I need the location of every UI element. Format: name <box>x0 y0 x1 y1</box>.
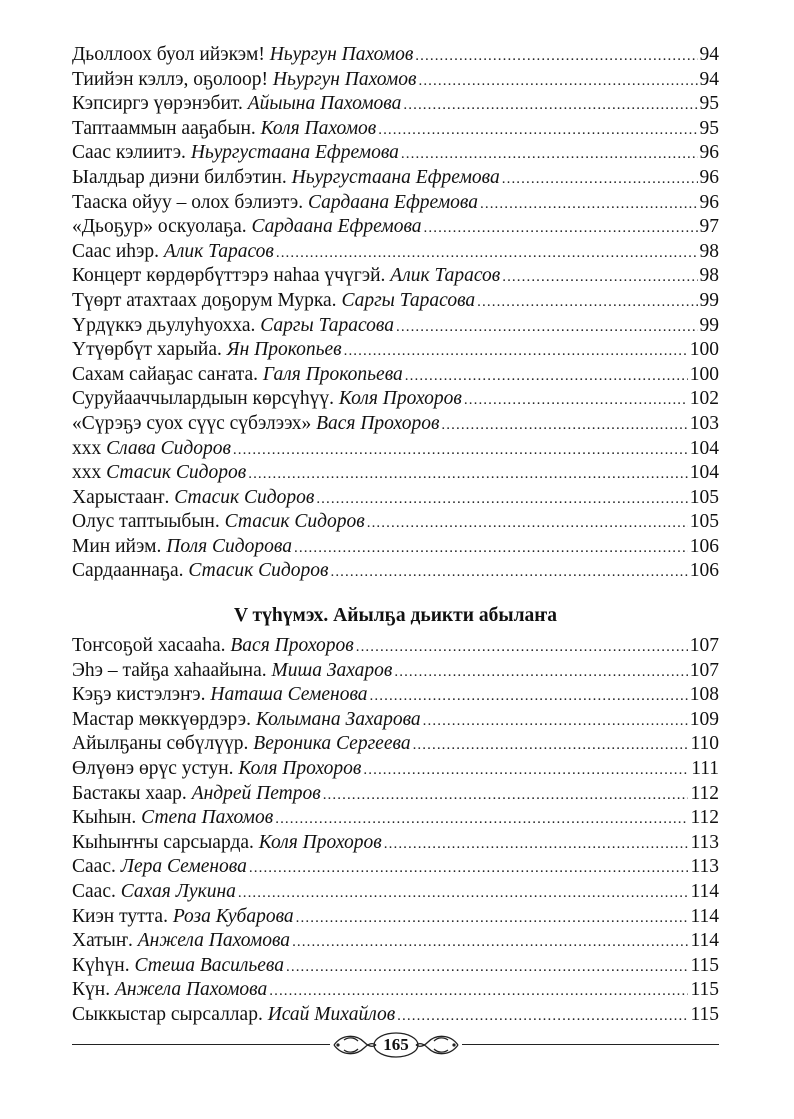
toc-entry-text <box>72 634 354 659</box>
page-number-ornament <box>330 1028 462 1062</box>
toc-entry-page: 105 <box>689 511 719 533</box>
toc-entry-page: 112 <box>690 782 719 804</box>
toc-entry-author: Ньургустаана Ефремова <box>190 142 399 164</box>
toc-entry-title: Өлүөнэ өрүс устун. <box>72 758 234 780</box>
toc-entry-title: Концерт көрдөрбүттэрэ наһаа үчүгэй. <box>72 265 386 287</box>
toc-entry-title: Бастакы хаар. <box>72 782 187 804</box>
dot-leader <box>275 807 688 832</box>
toc-entry-title: Саас. <box>72 856 116 878</box>
toc-entry <box>72 880 719 905</box>
toc-entry-author: Саргы Тарасова <box>260 314 395 336</box>
dot-leader <box>401 142 698 167</box>
toc-entry-text <box>72 510 365 535</box>
toc-entry <box>72 314 719 339</box>
toc-entry-text <box>72 314 394 339</box>
toc-entry <box>72 289 719 314</box>
toc-entry-page: 98 <box>699 265 719 287</box>
toc-entry-author: Алик Тарасов <box>163 240 274 262</box>
toc-entry-author: Вася Прохоров <box>230 635 354 657</box>
toc-list-part2 <box>72 634 719 1028</box>
toc-entry-page: 103 <box>689 412 719 434</box>
toc-entry-title: Үрдүккэ дьулуһуохха. <box>72 314 256 336</box>
toc-entry <box>72 831 719 856</box>
toc-entry-title: Эһэ – тайҕа хаһаайына. <box>72 659 267 681</box>
toc-entry <box>72 141 719 166</box>
toc-entry <box>72 1003 719 1028</box>
toc-entry-author: Коля Прохоров <box>338 388 462 410</box>
dot-leader <box>248 462 688 487</box>
toc-entry-text <box>72 535 292 560</box>
toc-entry-title: Кэпсиргэ үөрэнэбит. <box>72 93 243 115</box>
toc-entry-text <box>72 68 416 93</box>
toc-entry-page: 114 <box>690 881 719 902</box>
toc-entry-text <box>72 338 342 363</box>
toc-entry <box>72 535 719 560</box>
toc-entry <box>72 363 719 388</box>
dot-leader <box>397 1004 688 1029</box>
dot-leader <box>418 69 697 94</box>
toc-entry <box>72 806 719 831</box>
dot-leader <box>441 413 687 438</box>
toc-entry-title: Сыккыстар сырсаллар. <box>72 1003 263 1025</box>
dot-leader <box>323 783 689 808</box>
toc-entry-page: 100 <box>689 339 719 361</box>
toc-entry <box>72 559 719 584</box>
toc-entry <box>72 929 719 954</box>
toc-entry <box>72 437 719 462</box>
toc-entry-author: Галя Прокопьева <box>262 363 403 385</box>
toc-entry-title: Харыстааҥ. <box>72 486 170 508</box>
dot-leader <box>233 438 688 463</box>
toc-entry-author: Сардаана Ефремова <box>308 191 478 213</box>
toc-entry <box>72 461 719 486</box>
toc-entry-title: ххх <box>72 462 102 484</box>
toc-entry <box>72 905 719 930</box>
toc-entry-author: Андрей Петров <box>191 782 321 804</box>
toc-entry-author: Стасик Сидоров <box>188 560 329 582</box>
dot-leader <box>294 536 688 561</box>
toc-entry-page: 112 <box>690 807 719 829</box>
toc-entry-title: Мастар мөккүөрдэрэ. <box>72 708 251 730</box>
footer-rule-left <box>72 1044 330 1045</box>
toc-entry <box>72 191 719 216</box>
toc-entry <box>72 68 719 93</box>
toc-entry-text <box>72 437 231 462</box>
dot-leader <box>330 560 687 585</box>
toc-entry-author: Ньургун Пахомов <box>272 68 417 90</box>
toc-entry-text <box>72 683 368 708</box>
toc-entry-page: 115 <box>690 1003 719 1025</box>
toc-entry-title: Олус таптыыбын. <box>72 511 220 533</box>
toc-entry-page: 99 <box>699 314 719 336</box>
toc-entry-page: 114 <box>690 930 719 952</box>
toc-entry-author: Вероника Сергеева <box>253 733 411 755</box>
dot-leader <box>296 906 689 931</box>
page-footer <box>72 1028 719 1062</box>
toc-entry-page: 102 <box>689 388 719 410</box>
toc-entry-page: 96 <box>699 142 719 164</box>
dot-leader <box>370 684 688 709</box>
toc-entry-text <box>72 117 376 142</box>
toc-entry-author: Айыына Пахомова <box>247 93 402 115</box>
toc-entry-title: Айылҕаны сөбүлүүр. <box>72 733 249 755</box>
toc-entry-title: Кыһыҥҥы сарсыарда. <box>72 831 254 853</box>
toc-entry-author: Лера Семенова <box>120 856 247 878</box>
toc-entry-page: 111 <box>691 758 719 780</box>
toc-entry-text <box>72 166 500 191</box>
toc-entry <box>72 412 719 437</box>
toc-entry-page: 99 <box>699 289 719 311</box>
toc-entry-text <box>72 264 500 289</box>
toc-entry-author: Исай Михайлов <box>267 1003 396 1025</box>
toc-entry-title: Хатыҥ. <box>72 930 133 952</box>
dot-leader <box>286 955 688 980</box>
toc-entry-author: Ньургустаана Ефремова <box>291 166 500 188</box>
dot-leader <box>396 315 697 340</box>
toc-entry-title: ххх <box>72 437 102 459</box>
toc-entry-title: Түөрт атахтаах доҕорум Мурка. <box>72 289 337 311</box>
toc-entry-page: 106 <box>689 535 719 557</box>
toc-entry-title: Сардааннаҕа. <box>72 560 184 582</box>
toc-entry-text <box>72 363 403 388</box>
toc-entry-text <box>72 732 411 757</box>
toc-entry-author: Алик Тарасов <box>390 265 501 287</box>
toc-entry-title: «Сүрэҕэ суох сүүс сүбэлээх» <box>72 412 312 434</box>
toc-list-part1 <box>72 43 719 584</box>
dot-leader <box>363 758 689 783</box>
toc-entry <box>72 117 719 142</box>
toc-entry-page: 95 <box>699 117 719 139</box>
toc-entry-page: 106 <box>689 560 719 582</box>
toc-entry-title: Мин ийэм. <box>72 535 162 557</box>
dot-leader <box>238 881 689 906</box>
toc-entry-title: Саас кэлиитэ. <box>72 142 186 164</box>
section-heading: V түһүмэх. Айылҕа дьикти абылаҥа <box>233 605 558 627</box>
toc-entry-page: 107 <box>689 659 719 681</box>
dot-leader <box>477 290 697 315</box>
toc-entry-text <box>72 806 273 831</box>
toc-entry-page: 100 <box>689 363 719 385</box>
toc-entry-page: 97 <box>699 216 719 238</box>
toc-entry <box>72 855 719 880</box>
toc-entry-author: Сардаана Ефремова <box>251 216 422 238</box>
toc-entry-page: 113 <box>690 856 719 878</box>
toc-entry <box>72 264 719 289</box>
toc-entry <box>72 659 719 684</box>
toc-entry-author: Поля Сидорова <box>166 535 292 557</box>
toc-entry-text <box>72 92 401 117</box>
toc-entry <box>72 387 719 412</box>
toc-entry-title: Саас иһэр. <box>72 240 160 262</box>
toc-entry <box>72 978 719 1003</box>
toc-entry-author: Миша Захаров <box>271 659 393 681</box>
toc-entry-page: 109 <box>689 708 719 730</box>
toc-entry-page: 96 <box>699 166 719 188</box>
footer-rule-right <box>462 1044 719 1045</box>
toc-entry <box>72 634 719 659</box>
toc-entry-text <box>72 387 462 412</box>
toc-entry-text <box>72 559 328 584</box>
toc-entry <box>72 732 719 757</box>
toc-entry <box>72 486 719 511</box>
toc-entry-text <box>72 1003 395 1028</box>
dot-leader <box>367 511 688 536</box>
toc-entry <box>72 92 719 117</box>
toc-entry <box>72 708 719 733</box>
toc-entry-page: 107 <box>689 635 719 657</box>
dot-leader <box>356 635 688 660</box>
toc-entry-author: Ян Прокопьев <box>226 339 342 361</box>
dot-leader <box>405 364 688 389</box>
dot-leader <box>403 93 697 118</box>
toc-entry-title: Дьоллоох буол ийэкэм! <box>72 44 265 65</box>
toc-entry-text <box>72 757 361 782</box>
dot-leader <box>394 660 687 685</box>
toc-entry <box>72 166 719 191</box>
toc-entry-author: Вася Прохоров <box>316 412 440 434</box>
toc-entry-text <box>72 412 439 437</box>
toc-entry-page: 104 <box>689 462 719 484</box>
dot-leader <box>269 979 688 1004</box>
dot-leader <box>384 832 689 857</box>
toc-entry-author: Колымана Захарова <box>255 708 421 730</box>
toc-entry-text <box>72 708 421 733</box>
toc-entry-author: Сахая Лукина <box>120 881 236 902</box>
table-of-contents <box>72 43 719 1028</box>
toc-entry-page: 114 <box>690 905 719 927</box>
toc-entry-text <box>72 978 267 1003</box>
toc-entry-title: Тоҥсоҕой хасааһа. <box>72 635 226 657</box>
toc-entry-text <box>72 831 382 856</box>
dot-leader <box>464 388 688 413</box>
toc-entry-text <box>72 486 314 511</box>
toc-entry-text <box>72 782 321 807</box>
toc-entry-author: Коля Прохоров <box>258 831 382 853</box>
toc-entry-author: Анжела Пахомова <box>137 930 291 952</box>
toc-entry <box>72 510 719 535</box>
toc-entry-text <box>72 905 294 930</box>
toc-entry-text <box>72 43 413 68</box>
toc-entry-title: Саас. <box>72 881 116 902</box>
dot-leader <box>249 856 689 881</box>
dot-leader <box>316 487 687 512</box>
toc-entry-text <box>72 929 290 954</box>
toc-entry-text <box>72 289 475 314</box>
toc-entry-text <box>72 855 247 880</box>
toc-entry-page: 94 <box>699 68 719 90</box>
toc-entry-page: 115 <box>690 979 719 1001</box>
dot-leader <box>413 733 689 758</box>
toc-entry-title: Кыһын. <box>72 807 137 829</box>
toc-entry-text <box>72 191 478 216</box>
toc-entry-title: Тиийэн кэллэ, оҕолоор! <box>72 68 268 90</box>
toc-entry-author: Анжела Пахомова <box>114 979 268 1001</box>
toc-entry-page: 105 <box>689 486 719 508</box>
toc-entry-text <box>72 215 422 240</box>
toc-entry-title: Сахам сайаҕас саҥата. <box>72 363 259 385</box>
toc-entry-text <box>72 954 284 979</box>
toc-entry <box>72 43 719 68</box>
toc-entry <box>72 338 719 363</box>
toc-entry-author: Стасик Сидоров <box>174 486 315 508</box>
toc-entry-title: «Дьоҕур» оскуолаҕа. <box>72 216 247 238</box>
dot-leader <box>480 192 698 217</box>
toc-entry-page: 95 <box>699 93 719 115</box>
toc-entry-title: Үтүөрбүт харыйа. <box>72 339 222 361</box>
dot-leader <box>415 44 697 69</box>
toc-entry-author: Коля Прохоров <box>238 758 362 780</box>
toc-entry-author: Ньургун Пахомов <box>269 44 414 65</box>
toc-entry-page: 115 <box>690 954 719 976</box>
toc-entry <box>72 757 719 782</box>
toc-entry-page: 104 <box>689 437 719 459</box>
dot-leader <box>423 709 688 734</box>
toc-entry-title: Таптааммын ааҕабын. <box>72 117 256 139</box>
toc-entry-title: Күһүн. <box>72 954 130 976</box>
toc-entry-author: Саргы Тарасова <box>341 289 476 311</box>
toc-entry <box>72 782 719 807</box>
toc-entry-text <box>72 141 399 166</box>
toc-entry-title: Киэн тутта. <box>72 905 168 927</box>
toc-entry-text <box>72 880 236 905</box>
dot-leader <box>378 118 697 143</box>
toc-entry-author: Роза Кубарова <box>172 905 294 927</box>
dot-leader <box>424 216 698 241</box>
dot-leader <box>276 241 698 266</box>
toc-entry-text <box>72 461 246 486</box>
toc-entry-text <box>72 240 274 265</box>
toc-entry-page: 108 <box>689 684 719 706</box>
toc-entry <box>72 215 719 240</box>
dot-leader <box>344 339 688 364</box>
toc-entry-author: Стасик Сидоров <box>106 462 247 484</box>
toc-entry-author: Наташа Семенова <box>210 684 368 706</box>
toc-entry-page: 113 <box>690 831 719 853</box>
toc-entry-title: Ыалдьар диэни билбэтин. <box>72 166 287 188</box>
toc-entry <box>72 954 719 979</box>
toc-entry-title: Кэҕэ кистэлэҥэ. <box>72 684 206 706</box>
toc-entry-author: Слава Сидоров <box>106 437 231 459</box>
toc-entry-author: Степа Пахомов <box>141 807 274 829</box>
toc-entry-page: 110 <box>690 733 719 755</box>
dot-leader <box>502 167 698 192</box>
dot-leader <box>502 265 697 290</box>
toc-entry <box>72 240 719 265</box>
toc-entry-title: Тааска ойуу – олох бэлиэтэ. <box>72 191 304 213</box>
toc-entry-author: Стасик Сидоров <box>224 511 365 533</box>
toc-entry-page: 98 <box>699 240 719 262</box>
toc-entry-author: Коля Пахомов <box>260 117 377 139</box>
toc-entry-author: Стеша Васильева <box>134 954 284 976</box>
toc-entry <box>72 683 719 708</box>
toc-entry-title: Суруйааччылардыын көрсүһүү. <box>72 388 335 410</box>
page-number: 165 <box>383 1035 409 1054</box>
toc-entry-page: 94 <box>699 44 719 65</box>
dot-leader <box>292 930 688 955</box>
toc-entry-page: 96 <box>699 191 719 213</box>
toc-entry-title: Күн. <box>72 979 111 1001</box>
toc-entry-text <box>72 659 392 684</box>
